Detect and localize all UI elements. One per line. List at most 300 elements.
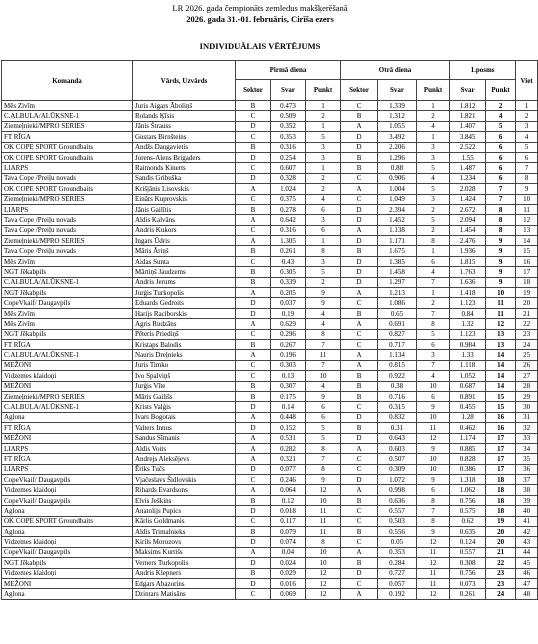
cell-day1-sector: B: [236, 101, 271, 111]
cell-day1-points: 5: [306, 423, 341, 433]
cell-day1-points: 2: [306, 111, 341, 121]
cell-stage-weight: 1.815: [450, 256, 486, 266]
cell-name: Krišjānis Lisovskis: [133, 184, 236, 194]
cell-day2-sector: A: [341, 443, 378, 453]
cell-stage-weight: 3.845: [450, 132, 486, 142]
cell-name: Aldis Kalvāns: [133, 215, 236, 225]
cell-day2-sector: C: [341, 339, 378, 349]
cell-name: Sandis Gribuška: [133, 173, 236, 183]
cell-stage-weight: 1.28: [450, 412, 486, 422]
cell-day1-sector: B: [236, 527, 271, 537]
cell-stage-weight: 1.487: [450, 163, 486, 173]
table-row: [2, 495, 538, 505]
cell-day1-points: 12: [306, 589, 341, 599]
cell-name: Sandus Sīmanis: [133, 433, 236, 443]
cell-day2-weight: 0.192: [378, 589, 417, 599]
cell-day2-points: 12: [417, 433, 450, 443]
cell-rank: 26: [516, 360, 538, 370]
cell-day1-weight: 0.353: [271, 132, 306, 142]
cell-day1-sector: B: [236, 277, 271, 287]
cell-rank: 37: [516, 475, 538, 485]
cell-day1-weight: 0.448: [271, 412, 306, 422]
table-row: [2, 516, 538, 526]
table-row: [2, 204, 538, 214]
cell-day2-points: 12: [417, 537, 450, 547]
cell-day2-points: 11: [417, 568, 450, 578]
cell-team: OK COPE SPORT Groundbaits: [2, 152, 133, 162]
cell-day1-points: 8: [306, 443, 341, 453]
cell-team: Vidzemes klaidoņi: [2, 537, 133, 547]
cell-day1-points: 3: [306, 152, 341, 162]
cell-day2-points: 2: [417, 225, 450, 235]
col-stage-weight: Svar: [450, 80, 486, 101]
cell-rank: 12: [516, 215, 538, 225]
cell-rank: 19: [516, 288, 538, 298]
cell-day2-sector: C: [341, 464, 378, 474]
cell-stage-weight: 1.418: [450, 288, 486, 298]
cell-stage-weight: 1.821: [450, 111, 486, 121]
cell-day2-sector: C: [341, 298, 378, 308]
cell-rank: 25: [516, 350, 538, 360]
cell-day2-sector: C: [341, 537, 378, 547]
cell-team: Tava Cope /Preiļu novads: [2, 173, 133, 183]
cell-day1-weight: 0.13: [271, 371, 306, 381]
cell-rank: 47: [516, 578, 538, 588]
cell-day2-sector: A: [341, 319, 378, 329]
cell-stage-points: 17: [486, 454, 516, 464]
table-row: [2, 589, 538, 599]
cell-day2-weight: 1.385: [378, 256, 417, 266]
cell-name: Edgars Abazorins: [133, 578, 236, 588]
cell-stage-weight: 1.636: [450, 277, 486, 287]
cell-day2-weight: 1.138: [378, 225, 417, 235]
cell-day2-points: 5: [417, 163, 450, 173]
cell-day1-sector: C: [236, 256, 271, 266]
cell-day1-sector: D: [236, 464, 271, 474]
cell-day1-sector: C: [236, 589, 271, 599]
cell-day1-sector: C: [236, 225, 271, 235]
cell-day1-points: 2: [306, 184, 341, 194]
cell-rank: 7: [516, 163, 538, 173]
cell-day1-sector: D: [236, 506, 271, 516]
cell-rank: 9: [516, 184, 538, 194]
cell-stage-weight: 2.476: [450, 236, 486, 246]
cell-team: Ziemeļnieki/MPRO SERIES: [2, 121, 133, 131]
cell-day2-points: 3: [417, 194, 450, 204]
cell-day1-points: 12: [306, 578, 341, 588]
cell-day2-weight: 1.086: [378, 298, 417, 308]
table-row: [2, 288, 538, 298]
cell-stage-points: 9: [486, 256, 516, 266]
cell-stage-points: 17: [486, 443, 516, 453]
cell-day1-sector: A: [236, 412, 271, 422]
cell-rank: 4: [516, 132, 538, 142]
cell-team: CopeVkaif/ Daugavpils: [2, 547, 133, 557]
results-table: [1, 60, 538, 600]
cell-stage-weight: 2.028: [450, 184, 486, 194]
cell-stage-points: 9: [486, 246, 516, 256]
table-row: [2, 558, 538, 568]
cell-day1-weight: 0.037: [271, 298, 306, 308]
cell-day1-sector: B: [236, 339, 271, 349]
cell-stage-weight: 0.386: [450, 464, 486, 474]
cell-team: Aglona: [2, 412, 133, 422]
cell-day2-sector: D: [341, 256, 378, 266]
cell-day2-weight: 0.309: [378, 464, 417, 474]
cell-name: Jurģis Vīte: [133, 381, 236, 391]
cell-day1-weight: 0.069: [271, 589, 306, 599]
cell-name: Juris Timko: [133, 360, 236, 370]
cell-stage-points: 8: [486, 215, 516, 225]
table-row: [2, 121, 538, 131]
table-row: [2, 298, 538, 308]
cell-day1-sector: D: [236, 578, 271, 588]
col-team: Komanda: [2, 61, 133, 101]
cell-stage-weight: 1.55: [450, 152, 486, 162]
cell-day1-points: 10: [306, 495, 341, 505]
cell-day2-sector: D: [341, 132, 378, 142]
cell-day2-weight: 0.503: [378, 516, 417, 526]
cell-day2-weight: 0.716: [378, 391, 417, 401]
cell-day1-sector: B: [236, 142, 271, 152]
cell-day1-points: 9: [306, 288, 341, 298]
cell-stage-points: 21: [486, 547, 516, 557]
cell-day2-weight: 1.213: [378, 288, 417, 298]
cell-name: Agris Rudzāns: [133, 319, 236, 329]
cell-day1-points: 10: [306, 558, 341, 568]
cell-day2-weight: 0.556: [378, 527, 417, 537]
cell-team: FT RĪGA: [2, 132, 133, 142]
cell-day2-sector: C: [341, 516, 378, 526]
cell-team: LIARPS: [2, 163, 133, 173]
cell-team: LIARPS: [2, 204, 133, 214]
cell-stage-weight: 2.522: [450, 142, 486, 152]
cell-team: Mēs Zivīm: [2, 308, 133, 318]
cell-rank: 23: [516, 329, 538, 339]
cell-stage-points: 14: [486, 360, 516, 370]
cell-day1-points: 6: [306, 412, 341, 422]
cell-day2-sector: D: [341, 277, 378, 287]
cell-day1-sector: B: [236, 267, 271, 277]
cell-stage-points: 6: [486, 132, 516, 142]
table-row: [2, 485, 538, 495]
cell-name: Rihards Evardsons: [133, 485, 236, 495]
cell-name: Aldis Trimalnieks: [133, 527, 236, 537]
cell-day2-points: 8: [417, 319, 450, 329]
cell-day2-points: 5: [417, 184, 450, 194]
cell-day2-sector: D: [341, 142, 378, 152]
cell-day1-weight: 0.303: [271, 360, 306, 370]
cell-team: Mēs Zivīm: [2, 256, 133, 266]
cell-rank: 24: [516, 339, 538, 349]
cell-day1-weight: 0.509: [271, 111, 306, 121]
cell-team: Aglona: [2, 589, 133, 599]
cell-stage-points: 20: [486, 527, 516, 537]
cell-day1-sector: A: [236, 485, 271, 495]
cell-stage-points: 16: [486, 423, 516, 433]
cell-day1-points: 5: [306, 267, 341, 277]
cell-rank: 10: [516, 194, 538, 204]
cell-name: Eduards Gedroits: [133, 298, 236, 308]
cell-team: Ziemeļnieki/MPRO SERIES: [2, 236, 133, 246]
cell-team: Ziemeļnieki/MPRO SERIES: [2, 391, 133, 401]
cell-team: Aglona: [2, 527, 133, 537]
cell-day1-weight: 0.14: [271, 402, 306, 412]
cell-day2-sector: D: [341, 475, 378, 485]
cell-day2-points: 4: [417, 371, 450, 381]
cell-day1-sector: D: [236, 152, 271, 162]
cell-stage-weight: 0.828: [450, 454, 486, 464]
cell-day1-weight: 0.254: [271, 152, 306, 162]
table-row: [2, 443, 538, 453]
table-row: [2, 101, 538, 111]
cell-day2-sector: A: [341, 360, 378, 370]
cell-team: LIARPS: [2, 464, 133, 474]
cell-rank: 13: [516, 225, 538, 235]
col-day1-points: Punkt: [306, 80, 341, 101]
table-row: [2, 371, 538, 381]
cell-day2-weight: 0.315: [378, 402, 417, 412]
cell-stage-points: 16: [486, 412, 516, 422]
cell-day2-points: 6: [417, 256, 450, 266]
cell-day1-points: 9: [306, 391, 341, 401]
cell-day1-sector: D: [236, 402, 271, 412]
cell-name: Nauris Dreļnieks: [133, 350, 236, 360]
cell-day2-weight: 0.603: [378, 443, 417, 453]
cell-day1-weight: 0.43: [271, 256, 306, 266]
cell-day2-sector: B: [341, 495, 378, 505]
table-row: [2, 173, 538, 183]
cell-day1-sector: C: [236, 163, 271, 173]
cell-rank: 5: [516, 142, 538, 152]
cell-day2-weight: 1.452: [378, 215, 417, 225]
table-row: [2, 537, 538, 547]
cell-name: Rolands Ķīsis: [133, 111, 236, 121]
cell-day2-sector: B: [341, 371, 378, 381]
cell-stage-weight: 1.454: [450, 225, 486, 235]
cell-day1-points: 9: [306, 475, 341, 485]
cell-stage-points: 11: [486, 308, 516, 318]
cell-stage-points: 10: [486, 288, 516, 298]
cell-day2-points: 4: [417, 121, 450, 131]
cell-stage-points: 14: [486, 350, 516, 360]
cell-day1-points: 3: [306, 142, 341, 152]
cell-day1-points: 4: [306, 381, 341, 391]
cell-name: Anatolijs Pupics: [133, 506, 236, 516]
cell-day2-weight: 0.998: [378, 485, 417, 495]
cell-day2-points: 9: [417, 402, 450, 412]
cell-day2-sector: B: [341, 111, 378, 121]
cell-day1-weight: 0.296: [271, 329, 306, 339]
cell-day1-sector: A: [236, 350, 271, 360]
cell-day2-points: 5: [417, 329, 450, 339]
cell-day2-weight: 0.727: [378, 568, 417, 578]
cell-team: OK COPE SPORT Groundbaits: [2, 516, 133, 526]
cell-day1-points: 4: [306, 308, 341, 318]
cell-day2-points: 2: [417, 111, 450, 121]
cell-stage-weight: 1.234: [450, 173, 486, 183]
table-row: [2, 454, 538, 464]
cell-name: Andris Klepners: [133, 568, 236, 578]
cell-day1-sector: C: [236, 132, 271, 142]
cell-team: MEŽONI: [2, 578, 133, 588]
cell-day2-weight: 0.057: [378, 578, 417, 588]
cell-team: FT RĪGA: [2, 423, 133, 433]
cell-name: Kristaps Balodis: [133, 339, 236, 349]
cell-day1-points: 6: [306, 225, 341, 235]
cell-day1-points: 4: [306, 194, 341, 204]
cell-day2-weight: 1.072: [378, 475, 417, 485]
cell-day2-sector: A: [341, 184, 378, 194]
cell-rank: 48: [516, 589, 538, 599]
table-row: [2, 391, 538, 401]
cell-day2-sector: C: [341, 329, 378, 339]
cell-day1-points: 8: [306, 246, 341, 256]
table-row: [2, 339, 538, 349]
cell-day2-sector: D: [341, 204, 378, 214]
col-day1-sector: Sektor: [236, 80, 271, 101]
cell-stage-points: 22: [486, 558, 516, 568]
cell-day2-sector: A: [341, 225, 378, 235]
cell-team: Tava Cope /Preiļu novads: [2, 246, 133, 256]
cell-stage-points: 17: [486, 464, 516, 474]
cell-day1-weight: 0.175: [271, 391, 306, 401]
table-row: [2, 578, 538, 588]
cell-day1-weight: 0.12: [271, 495, 306, 505]
cell-day2-sector: B: [341, 558, 378, 568]
cell-rank: 33: [516, 433, 538, 443]
cell-stage-points: 15: [486, 402, 516, 412]
cell-team: C.ALBULA/ALŪKSNE-1: [2, 277, 133, 287]
cell-day2-sector: D: [341, 267, 378, 277]
cell-day2-weight: 2.394: [378, 204, 417, 214]
cell-day1-points: 3: [306, 256, 341, 266]
cell-day2-weight: 2.206: [378, 142, 417, 152]
cell-day1-weight: 0.321: [271, 454, 306, 464]
cell-day2-sector: B: [341, 152, 378, 162]
cell-stage-points: 9: [486, 236, 516, 246]
cell-day1-points: 5: [306, 132, 341, 142]
cell-day2-points: 3: [417, 350, 450, 360]
cell-day2-points: 1: [417, 101, 450, 111]
cell-day1-points: 3: [306, 215, 341, 225]
cell-stage-points: 4: [486, 111, 516, 121]
cell-day1-weight: 0.016: [271, 578, 306, 588]
cell-day1-sector: B: [236, 495, 271, 505]
cell-day2-weight: 0.643: [378, 433, 417, 443]
cell-day2-sector: A: [341, 288, 378, 298]
cell-day1-sector: B: [236, 246, 271, 256]
cell-day2-sector: C: [341, 506, 378, 516]
cell-day1-weight: 0.024: [271, 558, 306, 568]
cell-team: Mēs Zivīm: [2, 101, 133, 111]
cell-name: Elvis Ješkins: [133, 495, 236, 505]
cell-day2-points: 12: [417, 558, 450, 568]
table-row: [2, 194, 538, 204]
cell-stage-weight: 1.812: [450, 101, 486, 111]
cell-day2-weight: 1.055: [378, 121, 417, 131]
cell-name: Harijs Raciborskis: [133, 308, 236, 318]
cell-name: Einārs Kuprovskis: [133, 194, 236, 204]
cell-day2-weight: 1.134: [378, 350, 417, 360]
cell-rank: 2: [516, 111, 538, 121]
cell-day2-points: 12: [417, 589, 450, 599]
cell-day2-points: 11: [417, 547, 450, 557]
cell-stage-weight: 0.557: [450, 547, 486, 557]
cell-day2-sector: C: [341, 101, 378, 111]
table-row: [2, 236, 538, 246]
cell-name: Jurģis Turkopolis: [133, 288, 236, 298]
cell-day2-sector: B: [341, 391, 378, 401]
table-row: [2, 464, 538, 474]
cell-stage-weight: 0.308: [450, 558, 486, 568]
cell-day2-points: 1: [417, 288, 450, 298]
cell-stage-weight: 0.756: [450, 568, 486, 578]
cell-day2-sector: D: [341, 568, 378, 578]
cell-name: Ivars Bogotais: [133, 412, 236, 422]
cell-day1-weight: 0.339: [271, 277, 306, 287]
cell-day2-points: 2: [417, 298, 450, 308]
cell-stage-weight: 0.984: [450, 339, 486, 349]
cell-stage-points: 23: [486, 578, 516, 588]
cell-day1-weight: 1.305: [271, 236, 306, 246]
cell-day1-sector: A: [236, 215, 271, 225]
cell-day1-weight: 0.375: [271, 194, 306, 204]
cell-rank: 36: [516, 464, 538, 474]
cell-name: Ingars Ūdris: [133, 236, 236, 246]
cell-team: LIARPS: [2, 443, 133, 453]
cell-day2-points: 3: [417, 142, 450, 152]
cell-day2-weight: 0.832: [378, 412, 417, 422]
table-row: [2, 132, 538, 142]
cell-name: Juris Aigars Āboliņš: [133, 101, 236, 111]
cell-day1-weight: 0.152: [271, 423, 306, 433]
table-row: [2, 152, 538, 162]
cell-day2-sector: B: [341, 381, 378, 391]
cell-stage-points: 11: [486, 298, 516, 308]
cell-rank: 16: [516, 256, 538, 266]
cell-day2-points: 1: [417, 132, 450, 142]
cell-day2-weight: 1.004: [378, 184, 417, 194]
table-row: [2, 142, 538, 152]
col-rank: Viet: [516, 61, 538, 101]
cell-team: NGT Jēkabpils: [2, 329, 133, 339]
cell-name: Andris Kukors: [133, 225, 236, 235]
cell-day1-sector: C: [236, 111, 271, 121]
cell-stage-weight: 0.885: [450, 443, 486, 453]
cell-stage-weight: 1.174: [450, 433, 486, 443]
table-row: [2, 402, 538, 412]
cell-day2-weight: 1.312: [378, 111, 417, 121]
cell-day2-sector: A: [341, 485, 378, 495]
cell-day2-sector: A: [341, 547, 378, 557]
cell-day1-sector: D: [236, 537, 271, 547]
cell-day2-weight: 0.827: [378, 329, 417, 339]
cell-day1-points: 2: [306, 173, 341, 183]
cell-day2-sector: A: [341, 121, 378, 131]
cell-team: MEŽONI: [2, 360, 133, 370]
cell-day2-points: 10: [417, 464, 450, 474]
cell-day1-points: 4: [306, 319, 341, 329]
cell-day1-sector: B: [236, 204, 271, 214]
cell-day1-sector: A: [236, 454, 271, 464]
cell-day2-weight: 1.296: [378, 152, 417, 162]
cell-day2-points: 9: [417, 475, 450, 485]
cell-team: CopeVkaif/ Daugavpils: [2, 298, 133, 308]
cell-rank: 35: [516, 454, 538, 464]
cell-day1-weight: 0.328: [271, 173, 306, 183]
cell-day1-sector: C: [236, 475, 271, 485]
